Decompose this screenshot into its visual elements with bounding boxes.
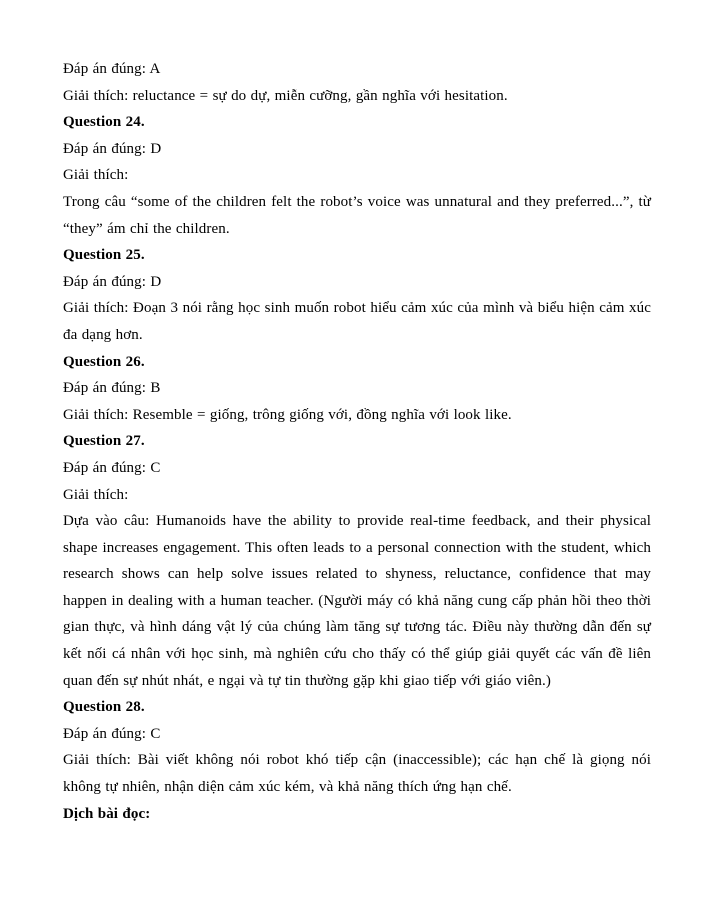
question-26-heading: Question 26. bbox=[63, 353, 145, 370]
answer-line-q25: Đáp án đúng: D bbox=[63, 273, 162, 290]
explanation-q25: Giải thích: Đoạn 3 nói rằng học sinh muốn robot hiểu cảm xúc của mình và biểu hiện cảm xúc đa dạng hơn. bbox=[63, 300, 651, 343]
answer-line-q23: Đáp án đúng: A bbox=[63, 61, 161, 77]
question-24-heading: Question 24. bbox=[63, 114, 145, 131]
explanation-body-q27: Dựa vào câu: Humanoids have the ability to provide real-time feedback, and their physical shape increases engagement. This often leads to a personal connection with the student, which research shows can help solve issues related to shyness, reluctance, confidence that may happen in dealing with a human teacher. (Người máy có khả năng cung cấp phản hồi theo thời gian thực, và hình dáng vật lý của chúng làm tăng sự tương tác. Điều này thường dẫn đến sự kết nối cá nhân với học sinh, mà nghiên cứu cho thấy có thể giúp giải quyết các vấn đề liên quan đến sự nhút nhát, e ngại và tự tin thường gặp khi giao tiếp với giáo viên.) bbox=[63, 513, 651, 689]
answer-line-q28: Đáp án đúng: C bbox=[63, 725, 161, 742]
explanation-label-q24: Giải thích: bbox=[63, 167, 129, 184]
answer-line-q27: Đáp án đúng: C bbox=[63, 459, 161, 476]
answer-line-q26: Đáp án đúng: B bbox=[63, 380, 161, 397]
explanation-q28: Giải thích: Bài viết không nói robot khó tiếp cận (inaccessible); các hạn chế là giọng nói không tự nhiên, nhận diện cảm xúc kém, và khả năng thích ứng hạn chế. bbox=[63, 752, 651, 796]
explanation-label-q27: Giải thích: bbox=[63, 486, 129, 503]
question-28-heading: Question 28. bbox=[63, 699, 145, 716]
answer-line-q24: Đáp án đúng: D bbox=[63, 140, 162, 157]
explanation-body-q24: Trong câu “some of the children felt the robot’s voice was unnatural and they preferred...”, từ “they” ám chỉ the children. bbox=[63, 193, 651, 237]
question-27-heading: Question 27. bbox=[63, 433, 145, 450]
document-page bbox=[63, 56, 651, 827]
explanation-q23: Giải thích: reluctance = sự do dự, miễn cưỡng, gần nghĩa với hesitation. bbox=[63, 87, 508, 104]
reading-translation-heading: Dịch bài đọc: bbox=[63, 805, 151, 822]
explanation-q26: Giải thích: Resemble = giống, trông giống với, đồng nghĩa với look like. bbox=[63, 406, 512, 423]
question-25-heading: Question 25. bbox=[63, 247, 145, 264]
